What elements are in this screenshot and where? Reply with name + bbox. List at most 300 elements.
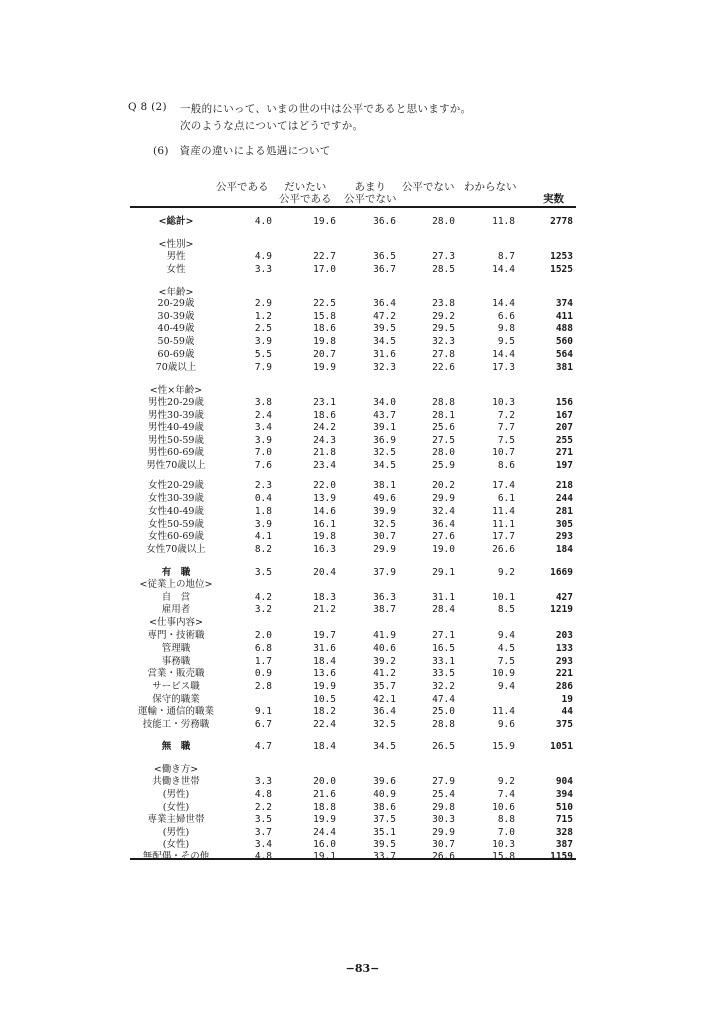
subquestion-title: (6) 資産の違いによる処遇について: [153, 145, 331, 157]
percent-cell: 36.4: [432, 519, 455, 530]
count-cell: 305: [555, 519, 573, 530]
percent-cell: 3.8: [254, 397, 272, 408]
percent-cell: 7.0: [497, 827, 515, 838]
count-cell: 328: [555, 827, 573, 838]
percent-cell: 7.4: [497, 789, 515, 800]
row-label: 雇用者: [161, 604, 191, 615]
table-row: [0, 827, 725, 839]
percent-cell: 28.4: [432, 604, 455, 615]
percent-cell: 32.3: [373, 362, 396, 373]
count-cell: 564: [555, 349, 573, 360]
percent-cell: 35.7: [373, 681, 396, 692]
percent-cell: 36.3: [373, 592, 396, 603]
count-cell: 715: [555, 814, 573, 825]
percent-cell: 7.2: [497, 410, 515, 421]
percent-cell: 11.8: [492, 216, 515, 227]
percent-cell: 32.4: [432, 506, 455, 517]
percent-cell: 24.4: [313, 827, 336, 838]
percent-cell: 38.6: [373, 802, 396, 813]
percent-cell: 19.8: [313, 531, 336, 542]
percent-cell: 32.3: [432, 336, 455, 347]
percent-cell: 43.7: [373, 410, 396, 421]
percent-cell: 4.5: [497, 643, 515, 654]
percent-cell: 3.3: [254, 264, 272, 275]
row-label: <性別>: [158, 239, 194, 250]
percent-cell: 11.4: [492, 506, 515, 517]
percent-cell: 3.5: [254, 814, 272, 825]
percent-cell: 42.1: [373, 694, 396, 705]
question-label: Q 8 (2): [128, 101, 167, 113]
percent-cell: 30.7: [373, 531, 396, 542]
count-cell: 167: [555, 410, 573, 421]
percent-cell: 5.5: [254, 349, 272, 360]
row-label: 男性30-39歳: [148, 410, 204, 421]
percent-cell: 23.4: [313, 460, 336, 471]
count-cell: 255: [555, 435, 573, 446]
percent-cell: 18.6: [313, 410, 336, 421]
percent-cell: 7.6: [254, 460, 272, 471]
percent-cell: 27.6: [432, 531, 455, 542]
table-row: [0, 741, 725, 753]
percent-cell: 29.9: [432, 493, 455, 504]
percent-cell: 2.2: [254, 802, 272, 813]
percent-cell: 31.6: [313, 643, 336, 654]
row-label: 30-39歳: [157, 311, 195, 322]
percent-cell: 17.7: [492, 531, 515, 542]
row-label: 有 職: [161, 567, 191, 578]
table-row: [0, 839, 725, 851]
percent-cell: 19.9: [313, 814, 336, 825]
percent-cell: 18.8: [313, 802, 336, 813]
percent-cell: 18.4: [313, 741, 336, 752]
table-row: [0, 362, 725, 374]
percent-cell: 3.7: [254, 827, 272, 838]
percent-cell: 24.2: [313, 422, 336, 433]
count-cell: 197: [555, 460, 573, 471]
percent-cell: 18.3: [313, 592, 336, 603]
percent-cell: 26.6: [492, 544, 515, 555]
row-label: 40-49歳: [157, 323, 195, 334]
table-bottom-rule: [130, 858, 576, 860]
table-row: [0, 506, 725, 518]
count-cell: 904: [555, 776, 573, 787]
table-row: [0, 519, 725, 531]
table-row: [0, 385, 725, 397]
row-label: <仕事内容>: [149, 617, 203, 628]
percent-cell: 4.2: [254, 592, 272, 603]
table-row: [0, 336, 725, 348]
row-label: 20-29歳: [157, 298, 195, 309]
row-label: 無配偶・その他: [142, 851, 210, 862]
count-cell: 184: [555, 544, 573, 555]
count-cell: 1159: [550, 851, 573, 862]
question-text-line1: 一般的にいって、いまの世の中は公平であると思いますか。: [180, 103, 472, 115]
table-row: [0, 694, 725, 706]
percent-cell: 22.4: [313, 719, 336, 730]
percent-cell: 27.3: [432, 251, 455, 262]
table-row: [0, 719, 725, 731]
row-label: <従業上の地位>: [139, 579, 213, 590]
percent-cell: 14.4: [492, 264, 515, 275]
column-header-dont-know: わからない: [464, 181, 517, 193]
percent-cell: 18.2: [313, 706, 336, 717]
percent-cell: 6.8: [254, 643, 272, 654]
row-label: 男性: [166, 251, 186, 262]
row-label: <性×年齢>: [149, 385, 203, 396]
row-label: (女性): [162, 802, 190, 813]
percent-cell: 28.0: [432, 216, 455, 227]
row-label: 女性30-39歳: [148, 493, 204, 504]
percent-cell: 39.9: [373, 506, 396, 517]
percent-cell: 9.2: [497, 776, 515, 787]
table-row: [0, 579, 725, 591]
percent-cell: 10.7: [492, 447, 515, 458]
percent-cell: 39.2: [373, 656, 396, 667]
table-row: [0, 239, 725, 251]
percent-cell: 20.7: [313, 349, 336, 360]
percent-cell: 22.6: [432, 362, 455, 373]
table-row: [0, 410, 725, 422]
row-label: 50-59歳: [157, 336, 195, 347]
percent-cell: 4.9: [254, 251, 272, 262]
percent-cell: 9.4: [497, 630, 515, 641]
row-label: 女性70歳以上: [146, 544, 206, 555]
percent-cell: 23.8: [432, 298, 455, 309]
percent-cell: 22.0: [313, 480, 336, 491]
percent-cell: 29.1: [432, 567, 455, 578]
row-label: 男性50-59歳: [148, 435, 204, 446]
percent-cell: 25.4: [432, 789, 455, 800]
row-label: 共働き世帯: [152, 776, 200, 787]
percent-cell: 8.2: [254, 544, 272, 555]
percent-cell: 11.4: [492, 706, 515, 717]
percent-cell: 1.2: [254, 311, 272, 322]
count-cell: 293: [555, 656, 573, 667]
table-row: [0, 656, 725, 668]
percent-cell: 31.6: [373, 349, 396, 360]
percent-cell: 38.1: [373, 480, 396, 491]
count-cell: 375: [555, 719, 573, 730]
percent-cell: 25.9: [432, 460, 455, 471]
percent-cell: 6.1: [497, 493, 515, 504]
percent-cell: 9.6: [497, 719, 515, 730]
percent-cell: 33.7: [373, 851, 396, 862]
percent-cell: 20.2: [432, 480, 455, 491]
count-cell: 427: [555, 592, 573, 603]
row-label: 女性20-29歳: [148, 480, 204, 491]
table-row: [0, 216, 725, 228]
count-cell: 510: [555, 802, 573, 813]
percent-cell: 28.5: [432, 264, 455, 275]
table-row: [0, 531, 725, 543]
table-row: [0, 851, 725, 863]
column-header-not-very-fair-line1: あまり: [354, 181, 386, 193]
percent-cell: 15.9: [492, 741, 515, 752]
table-row: [0, 544, 725, 556]
percent-cell: 26.5: [432, 741, 455, 752]
row-label: 女性60-69歳: [148, 531, 204, 542]
table-row: [0, 604, 725, 616]
row-label: 保守的職業: [152, 694, 200, 705]
table-row: [0, 776, 725, 788]
percent-cell: 10.1: [492, 592, 515, 603]
percent-cell: 19.0: [432, 544, 455, 555]
percent-cell: 9.8: [497, 323, 515, 334]
table-row: [0, 643, 725, 655]
question-text-line2: 次のような点についてはどうですか。: [180, 120, 364, 132]
percent-cell: 31.1: [432, 592, 455, 603]
percent-cell: 35.1: [373, 827, 396, 838]
table-row: [0, 493, 725, 505]
percent-cell: 28.1: [432, 410, 455, 421]
percent-cell: 34.5: [373, 336, 396, 347]
table-row: [0, 630, 725, 642]
percent-cell: 15.8: [313, 311, 336, 322]
count-cell: 203: [555, 630, 573, 641]
percent-cell: 36.9: [373, 435, 396, 446]
percent-cell: 36.4: [373, 298, 396, 309]
count-cell: 218: [555, 480, 573, 491]
percent-cell: 34.0: [373, 397, 396, 408]
table-row: [0, 706, 725, 718]
percent-cell: 3.4: [254, 422, 272, 433]
count-cell: 381: [555, 362, 573, 373]
percent-cell: 7.5: [497, 435, 515, 446]
percent-cell: 27.8: [432, 349, 455, 360]
row-label: 管理職: [161, 643, 191, 654]
table-row: [0, 480, 725, 492]
count-cell: 387: [555, 839, 573, 850]
count-cell: 1219: [550, 604, 573, 615]
percent-cell: 1.7: [254, 656, 272, 667]
percent-cell: 16.1: [313, 519, 336, 530]
count-cell: 286: [555, 681, 573, 692]
percent-cell: 33.1: [432, 656, 455, 667]
row-label: (女性): [162, 839, 190, 850]
row-label: 女性: [166, 264, 186, 275]
percent-cell: 29.9: [373, 544, 396, 555]
table-row: [0, 668, 725, 680]
row-label: (男性): [162, 827, 190, 838]
percent-cell: 2.8: [254, 681, 272, 692]
percent-cell: 30.3: [432, 814, 455, 825]
percent-cell: 28.0: [432, 447, 455, 458]
page-number: −83−: [345, 962, 380, 975]
percent-cell: 9.5: [497, 336, 515, 347]
table-row: [0, 460, 725, 472]
count-cell: 244: [555, 493, 573, 504]
percent-cell: 47.2: [373, 311, 396, 322]
table-row: [0, 617, 725, 629]
percent-cell: 17.3: [492, 362, 515, 373]
percent-cell: 7.0: [254, 447, 272, 458]
table-row: [0, 422, 725, 434]
percent-cell: 14.6: [313, 506, 336, 517]
column-header-mostly-fair-line1: だいたい: [284, 181, 327, 193]
percent-cell: 27.9: [432, 776, 455, 787]
row-label: 運輸・通信的職業: [137, 706, 214, 717]
table-row: [0, 251, 725, 263]
row-label: 男性70歳以上: [146, 460, 206, 471]
row-label: 男性40-49歳: [148, 422, 204, 433]
column-header-not-fair: 公平でない: [402, 181, 455, 193]
row-label: 女性50-59歳: [148, 519, 204, 530]
table-row: [0, 349, 725, 361]
percent-cell: 13.6: [313, 668, 336, 679]
percent-cell: 26.6: [432, 851, 455, 862]
percent-cell: 21.8: [313, 447, 336, 458]
percent-cell: 39.1: [373, 422, 396, 433]
row-label: サービス職: [152, 681, 200, 692]
table-row: [0, 397, 725, 409]
percent-cell: 16.5: [432, 643, 455, 654]
percent-cell: 21.6: [313, 789, 336, 800]
table-row: [0, 681, 725, 693]
percent-cell: 41.2: [373, 668, 396, 679]
percent-cell: 29.2: [432, 311, 455, 322]
count-cell: 207: [555, 422, 573, 433]
table-row: [0, 802, 725, 814]
count-cell: 1051: [550, 741, 573, 752]
table-row: [0, 447, 725, 459]
table-row: [0, 567, 725, 579]
percent-cell: 20.0: [313, 776, 336, 787]
percent-cell: 4.8: [254, 851, 272, 862]
percent-cell: 27.5: [432, 435, 455, 446]
percent-cell: 4.0: [254, 216, 272, 227]
percent-cell: 6.7: [254, 719, 272, 730]
percent-cell: 36.6: [373, 216, 396, 227]
row-label: <年齢>: [158, 287, 194, 298]
column-header-mostly-fair-line2: 公平である: [279, 193, 332, 205]
percent-cell: 8.8: [497, 814, 515, 825]
count-cell: 2778: [550, 216, 573, 227]
percent-cell: 17.4: [492, 480, 515, 491]
percent-cell: 39.5: [373, 839, 396, 850]
column-header-count: 実数: [543, 193, 564, 205]
percent-cell: 20.4: [313, 567, 336, 578]
percent-cell: 10.9: [492, 668, 515, 679]
percent-cell: 8.5: [497, 604, 515, 615]
count-cell: 1525: [550, 264, 573, 275]
percent-cell: 30.7: [432, 839, 455, 850]
percent-cell: 0.9: [254, 668, 272, 679]
percent-cell: 4.7: [254, 741, 272, 752]
percent-cell: 11.1: [492, 519, 515, 530]
percent-cell: 3.2: [254, 604, 272, 615]
percent-cell: 32.5: [373, 447, 396, 458]
percent-cell: 3.5: [254, 567, 272, 578]
percent-cell: 16.3: [313, 544, 336, 555]
row-label: 男性60-69歳: [148, 447, 204, 458]
percent-cell: 19.1: [313, 851, 336, 862]
percent-cell: 19.9: [313, 681, 336, 692]
percent-cell: 25.0: [432, 706, 455, 717]
percent-cell: 34.5: [373, 460, 396, 471]
percent-cell: 9.1: [254, 706, 272, 717]
count-cell: 1669: [550, 567, 573, 578]
percent-cell: 24.3: [313, 435, 336, 446]
percent-cell: 19.6: [313, 216, 336, 227]
row-label: 専門・技術職: [147, 630, 205, 641]
percent-cell: 10.5: [313, 694, 336, 705]
percent-cell: 6.6: [497, 311, 515, 322]
percent-cell: 2.0: [254, 630, 272, 641]
percent-cell: 3.3: [254, 776, 272, 787]
table-row: [0, 323, 725, 335]
percent-cell: 9.4: [497, 681, 515, 692]
percent-cell: 13.9: [313, 493, 336, 504]
percent-cell: 47.4: [432, 694, 455, 705]
percent-cell: 38.7: [373, 604, 396, 615]
percent-cell: 7.5: [497, 656, 515, 667]
row-label: 女性40-49歳: [148, 506, 204, 517]
count-cell: 19: [561, 694, 573, 705]
percent-cell: 23.1: [313, 397, 336, 408]
percent-cell: 28.8: [432, 397, 455, 408]
percent-cell: 7.9: [254, 362, 272, 373]
percent-cell: 32.5: [373, 719, 396, 730]
percent-cell: 3.9: [254, 435, 272, 446]
percent-cell: 29.9: [432, 827, 455, 838]
table-row: [0, 814, 725, 826]
column-header-not-very-fair-line2: 公平でない: [344, 193, 397, 205]
count-cell: 488: [555, 323, 573, 334]
percent-cell: 19.9: [313, 362, 336, 373]
percent-cell: 18.4: [313, 656, 336, 667]
percent-cell: 10.3: [492, 397, 515, 408]
row-label: <総計>: [158, 216, 194, 227]
table-row: [0, 764, 725, 776]
percent-cell: 10.3: [492, 839, 515, 850]
row-label: 男性20-29歳: [148, 397, 204, 408]
percent-cell: 39.6: [373, 776, 396, 787]
percent-cell: 2.5: [254, 323, 272, 334]
percent-cell: 29.5: [432, 323, 455, 334]
count-cell: 394: [555, 789, 573, 800]
row-label: 60-69歳: [157, 349, 195, 360]
table-row: [0, 435, 725, 447]
count-cell: 374: [555, 298, 573, 309]
count-cell: 281: [555, 506, 573, 517]
percent-cell: 34.5: [373, 741, 396, 752]
count-cell: 560: [555, 336, 573, 347]
percent-cell: 9.2: [497, 567, 515, 578]
percent-cell: 41.9: [373, 630, 396, 641]
row-label: (男性): [162, 789, 190, 800]
count-cell: 271: [555, 447, 573, 458]
row-label: 70歳以上: [155, 362, 197, 373]
table-row: [0, 298, 725, 310]
percent-cell: 18.6: [313, 323, 336, 334]
percent-cell: 36.5: [373, 251, 396, 262]
percent-cell: 36.4: [373, 706, 396, 717]
percent-cell: 10.6: [492, 802, 515, 813]
percent-cell: 22.5: [313, 298, 336, 309]
percent-cell: 15.8: [492, 851, 515, 862]
percent-cell: 4.1: [254, 531, 272, 542]
percent-cell: 2.3: [254, 480, 272, 491]
percent-cell: 39.5: [373, 323, 396, 334]
percent-cell: 8.6: [497, 460, 515, 471]
percent-cell: 37.5: [373, 814, 396, 825]
percent-cell: 32.2: [432, 681, 455, 692]
count-cell: 133: [555, 643, 573, 654]
percent-cell: 0.4: [254, 493, 272, 504]
table-row: [0, 311, 725, 323]
percent-cell: 14.4: [492, 349, 515, 360]
percent-cell: 16.0: [313, 839, 336, 850]
